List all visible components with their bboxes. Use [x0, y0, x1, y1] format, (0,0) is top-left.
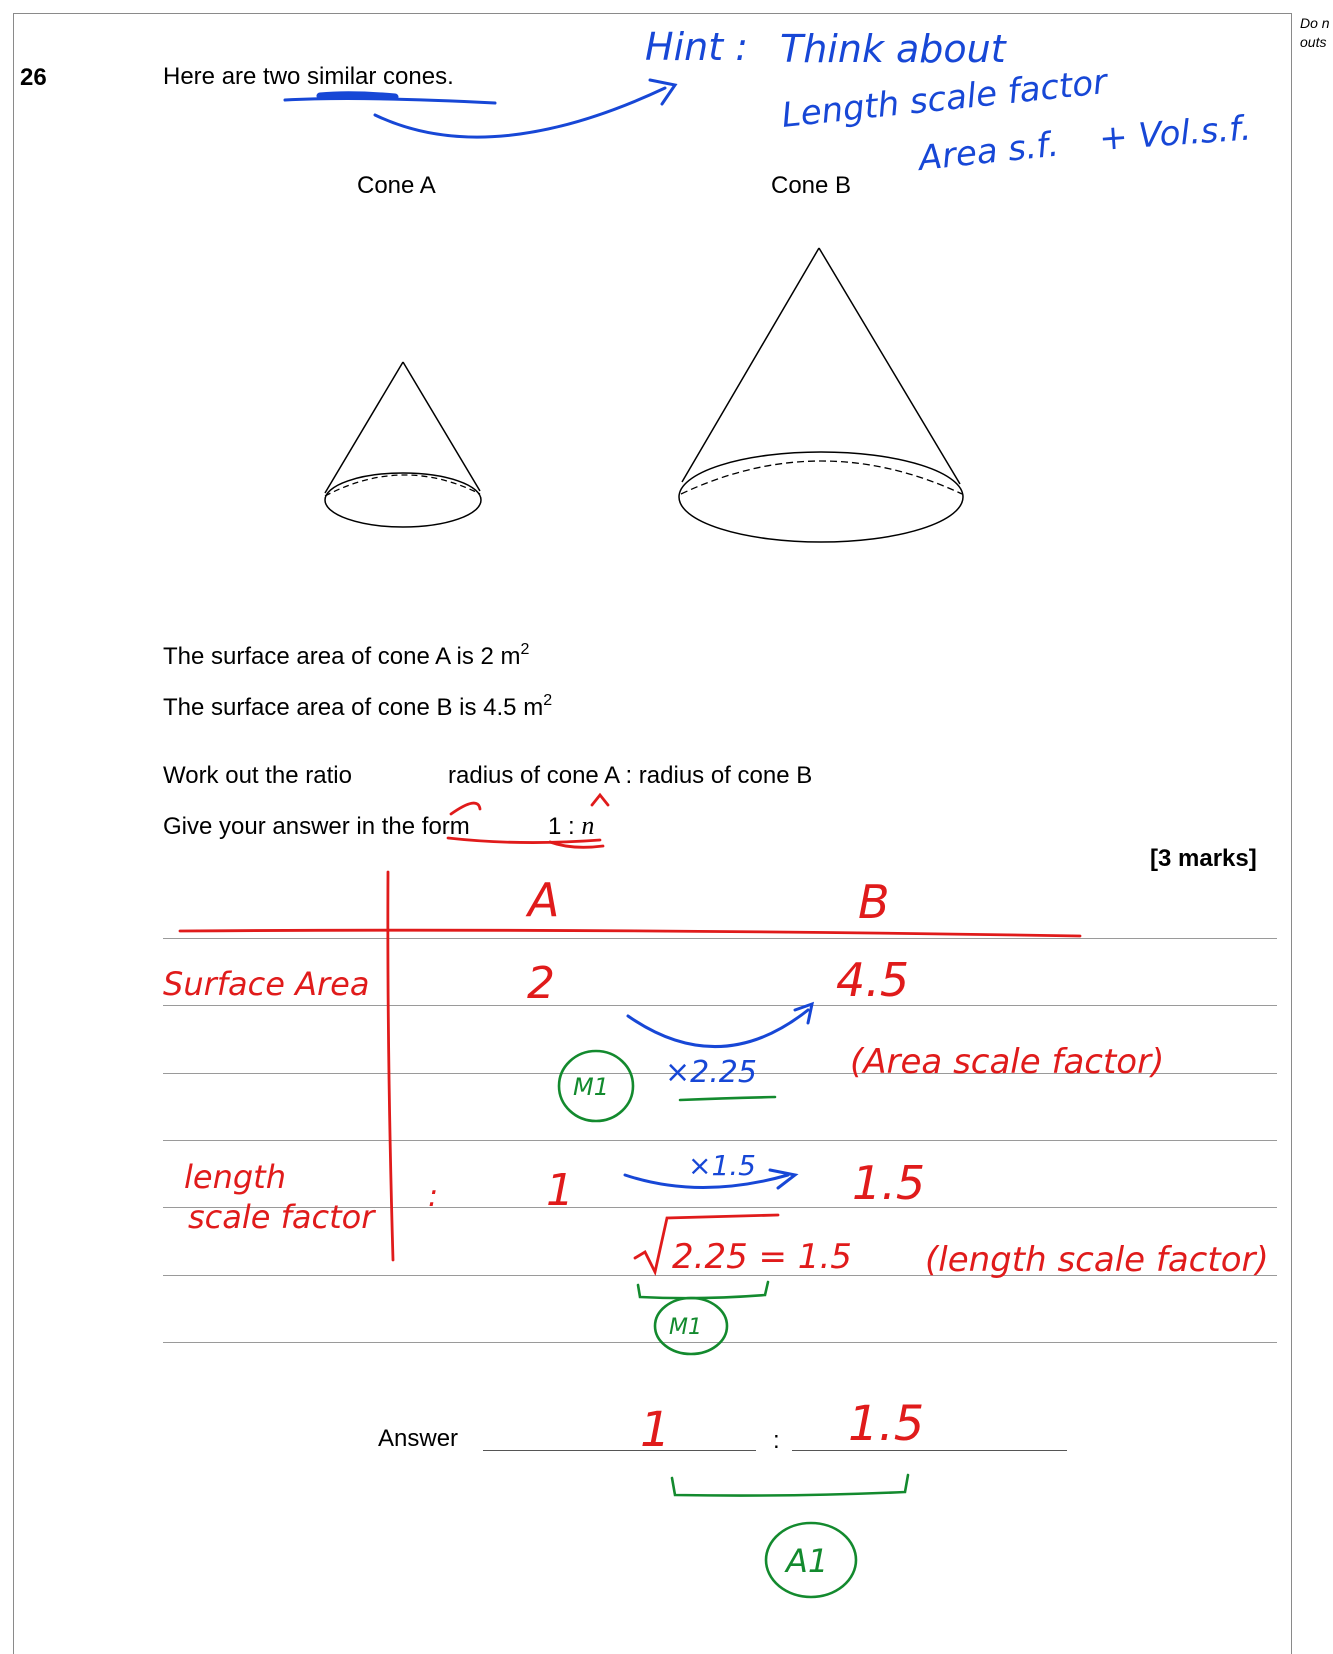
ratio-rest: of cone A : radius of cone B: [513, 762, 813, 789]
mark-a1: A1: [786, 1542, 829, 1580]
cone-a-label: Cone A: [357, 172, 436, 199]
surface-area-b-main: The surface area of cone B is 4.5 m: [163, 694, 544, 721]
hint-arrow: [285, 80, 675, 137]
mark-m1: M1: [573, 1073, 609, 1101]
row1-value-b: 4.5: [836, 953, 910, 1007]
sqrt-expression: 2.25 = 1.5: [672, 1237, 852, 1277]
row1-value-a: 2: [527, 958, 555, 1009]
row2-label-line1: length: [184, 1158, 286, 1196]
area-multiplier: ×2.25: [665, 1055, 757, 1090]
length-scale-note: (length scale factor): [925, 1240, 1269, 1280]
answer-form-variable: n: [581, 811, 595, 840]
surface-area-a-main: The surface area of cone A is 2 m: [163, 643, 521, 670]
surface-area-b-exp: 2: [543, 692, 553, 709]
answer-left-value: 1: [640, 1402, 671, 1458]
answer-form-prefix: 1 :: [548, 813, 582, 840]
hint-annotation: [645, 25, 1253, 179]
mark-m1-2: M1: [669, 1315, 702, 1340]
answer-colon: :: [773, 1427, 780, 1454]
cone-b-label: Cone B: [771, 172, 852, 199]
margin-note-line2: outs: [1300, 34, 1327, 50]
margin-note-line1: Do n: [1300, 15, 1330, 31]
row2-label-line2: scale factor: [188, 1198, 375, 1236]
work-out-text: Work out the ratio: [163, 762, 352, 789]
row2-value-a: 1: [546, 1165, 574, 1216]
surface-area-a-exp: 2: [520, 641, 530, 658]
hint-line3b: + Vol.s.f.: [1097, 108, 1253, 159]
answer-right-value: 1.5: [848, 1396, 925, 1452]
length-multiplier: ×1.5: [688, 1149, 756, 1182]
column-b-heading: B: [858, 875, 890, 929]
hint-line2: Length scale factor: [779, 62, 1109, 136]
row2-colon: :: [428, 1179, 439, 1214]
column-a-heading: A: [528, 873, 560, 927]
blue-working-text: [665, 1055, 757, 1182]
row2-value-b: 1.5: [852, 1156, 926, 1210]
green-marks: [559, 1051, 908, 1597]
hint-line1: Think about: [780, 27, 1006, 71]
row1-label: Surface Area: [163, 965, 370, 1003]
area-scale-note: (Area scale factor): [850, 1042, 1165, 1082]
question-number: 26: [20, 64, 47, 91]
give-answer-text: Give your answer in the form: [163, 813, 470, 840]
answer-label: Answer: [378, 1425, 459, 1452]
marks-label: [3 marks]: [1150, 845, 1257, 872]
ratio-word: radius: [448, 762, 514, 789]
hint-line3a: Area s.f.: [916, 124, 1061, 179]
red-table-lines: [180, 795, 1080, 1260]
question-intro: Here are two similar cones.: [163, 63, 454, 90]
hint-title: Hint :: [645, 25, 748, 69]
